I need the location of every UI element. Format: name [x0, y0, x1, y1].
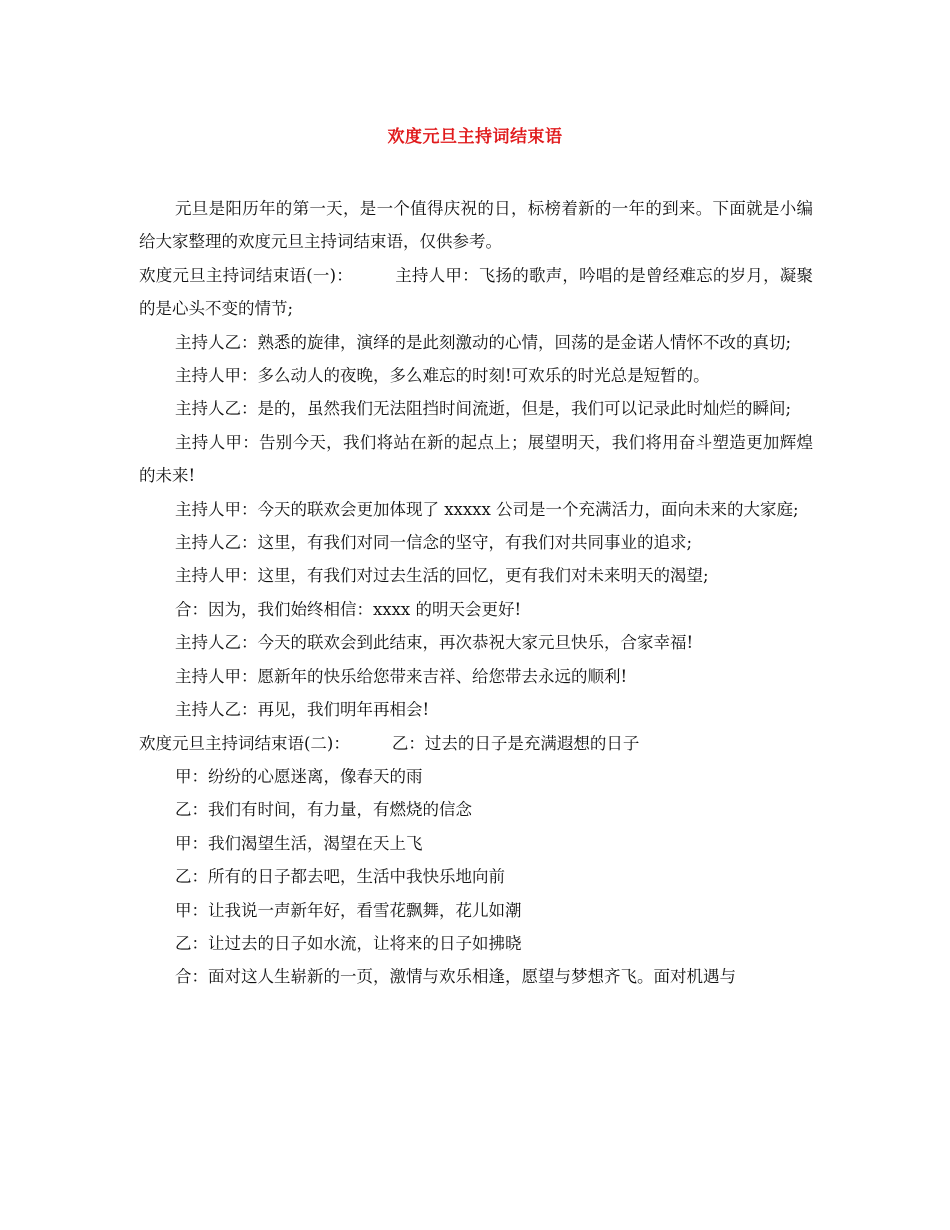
paragraph-text: 甲：纷纷的心愿迷离，像春天的雨 — [175, 766, 423, 786]
paragraph — [139, 593, 813, 626]
paragraph — [139, 192, 813, 259]
paragraph — [139, 660, 813, 693]
paragraph — [139, 793, 813, 826]
paragraph — [139, 693, 813, 726]
section-heading: 欢度元旦主持词结束语(二)： — [139, 733, 350, 753]
paragraph-text: 主持人甲：今天的联欢会更加体现了 xxxxx 公司是一个充满活力，面向未来的大家庭; — [175, 499, 799, 519]
paragraph — [139, 326, 813, 359]
paragraph-text: 乙：所有的日子都去吧，生活中我快乐地向前 — [175, 867, 505, 887]
paragraph — [139, 960, 813, 993]
paragraph-text: 合：面对这人生崭新的一页，激情与欢乐相逢，愿望与梦想齐飞。面对机遇与 — [175, 967, 736, 987]
paragraph — [139, 827, 813, 860]
paragraph-text: 合：因为，我们始终相信：xxxx 的明天会更好! — [175, 599, 522, 619]
paragraph-text: 乙：让过去的日子如水流，让将来的日子如拂晓 — [175, 933, 522, 953]
paragraph — [139, 927, 813, 960]
paragraph-text: 主持人甲：飞扬的歌声，吟唱的是曾经难忘的岁月，凝聚的是心头不变的情节; — [139, 265, 814, 319]
paragraph — [139, 626, 813, 659]
paragraph — [139, 559, 813, 592]
paragraph-text: 主持人甲：多么动人的夜晚，多么难忘的时刻!可欢乐的时光总是短暂的。 — [175, 366, 710, 386]
paragraph-text: 主持人乙：再见，我们明年再相会! — [175, 700, 430, 720]
paragraph — [139, 493, 813, 526]
paragraph — [139, 426, 813, 493]
section-paragraph — [139, 259, 813, 326]
paragraph-text: 主持人乙：这里，有我们对同一信念的坚守，有我们对共同事业的追求; — [175, 533, 693, 553]
paragraph-text: 主持人甲：这里，有我们对过去生活的回忆，更有我们对未来明天的渴望; — [175, 566, 709, 586]
document-title: 欢度元旦主持词结束语 — [387, 127, 563, 147]
paragraph-text: 主持人甲：愿新年的快乐给您带来吉祥、给您带去永远的顺利! — [175, 666, 628, 686]
section-heading: 欢度元旦主持词结束语(一)： — [139, 265, 353, 285]
paragraph — [139, 894, 813, 927]
paragraph-text: 元旦是阳历年的第一天，是一个值得庆祝的日，标榜着新的一年的到来。下面就是小编给大家整理的欢度元旦主持词结束语，仅供参考。 — [139, 199, 813, 252]
paragraph-text: 乙：我们有时间，有力量，有燃烧的信念 — [175, 800, 472, 820]
paragraph — [139, 359, 813, 392]
paragraph-text: 主持人甲：告别今天，我们将站在新的起点上；展望明天，我们将用奋斗塑造更加辉煌的未来! — [139, 432, 813, 486]
paragraph-text: 乙：过去的日子是充满遐想的日子 — [391, 733, 640, 753]
paragraph-text: 甲：我们渴望生活，渴望在天上飞 — [175, 833, 423, 853]
paragraph-text: 主持人乙：熟悉的旋律，演绎的是此刻激动的心情，回荡的是金诺人情怀不改的真切; — [175, 332, 792, 352]
section-paragraph — [139, 727, 813, 760]
paragraph — [139, 392, 813, 425]
paragraph-text: 甲：让我说一声新年好，看雪花飘舞，花儿如潮 — [175, 900, 522, 920]
paragraph — [139, 760, 813, 793]
paragraph — [139, 860, 813, 893]
document-body — [139, 192, 813, 994]
paragraph — [139, 526, 813, 559]
paragraph-text: 主持人乙：今天的联欢会到此结束，再次恭祝大家元旦快乐，合家幸福! — [175, 633, 694, 653]
paragraph-text: 主持人乙：是的，虽然我们无法阻挡时间流逝，但是，我们可以记录此时灿烂的瞬间; — [175, 399, 792, 419]
